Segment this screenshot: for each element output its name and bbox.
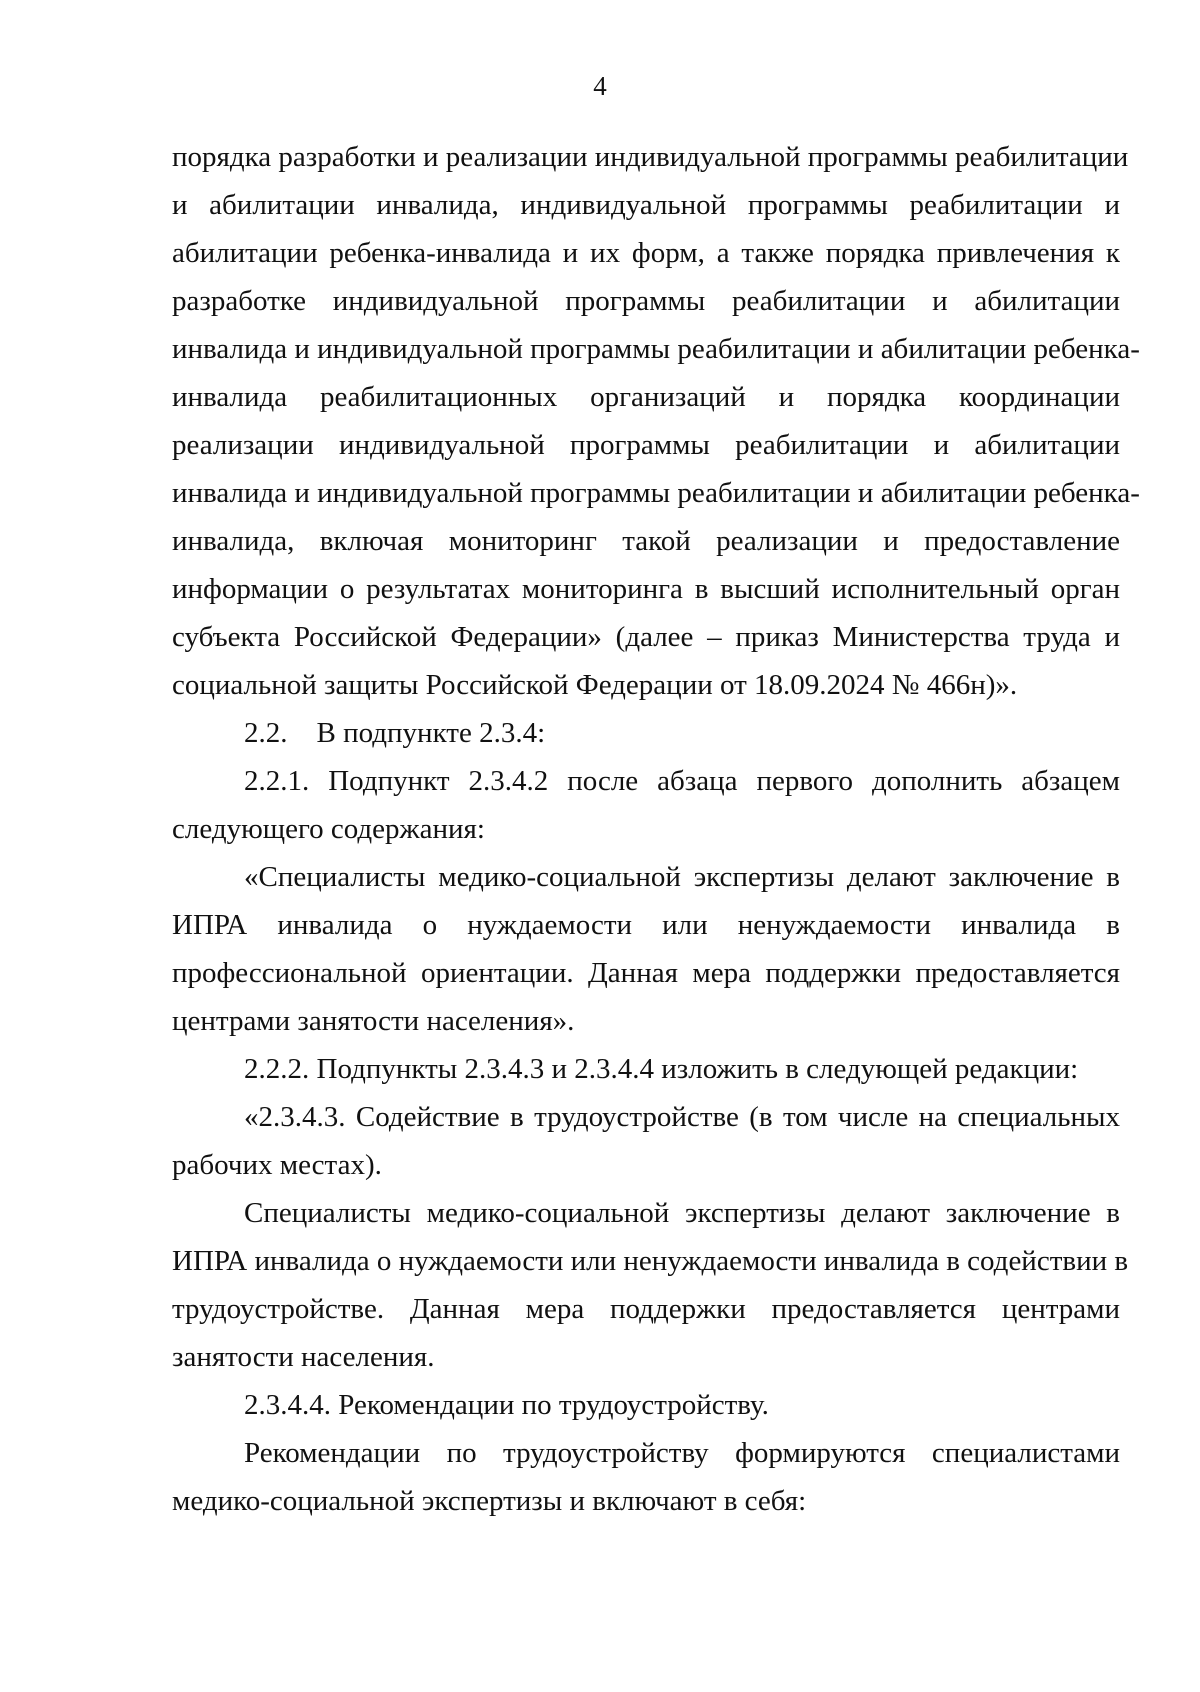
text-line: профессиональной ориентации. Данная мера поддержки предоставляется bbox=[172, 957, 1120, 989]
text-line: трудоустройстве. Данная мера поддержки предоставляется центрами bbox=[172, 1293, 1120, 1325]
text-line: инвалида и индивидуальной программы реабилитации и абилитации ребенка- bbox=[172, 477, 1140, 509]
text-line: ИПРА инвалида о нуждаемости или ненуждаемости инвалида в содействии в bbox=[172, 1245, 1129, 1277]
text-line: ИПРА инвалида о нуждаемости или ненуждаемости инвалида в bbox=[172, 909, 1120, 941]
text-line: 2.3.4.4. Рекомендации по трудоустройству. bbox=[244, 1389, 769, 1421]
text-line: 2.2. В подпункте 2.3.4: bbox=[244, 717, 546, 749]
text-line: порядка разработки и реализации индивидуальной программы реабилитации bbox=[172, 141, 1129, 173]
text-line: медико-социальной экспертизы и включают в себя: bbox=[172, 1485, 807, 1517]
text-line: 2.2.1. Подпункт 2.3.4.2 после абзаца первого дополнить абзацем bbox=[244, 765, 1120, 797]
text-line: Рекомендации по трудоустройству формируются специалистами bbox=[244, 1437, 1120, 1469]
page-number: 4 bbox=[593, 71, 607, 101]
text-line: и абилитации инвалида, индивидуальной программы реабилитации и bbox=[172, 189, 1120, 221]
text-line: инвалида, включая мониторинг такой реализации и предоставление bbox=[172, 525, 1120, 557]
text-line: 2.2.2. Подпункты 2.3.4.3 и 2.3.4.4 изложить в следующей редакции: bbox=[244, 1053, 1079, 1085]
text-line: «Специалисты медико-социальной экспертизы делают заключение в bbox=[244, 861, 1120, 893]
text-line: рабочих местах). bbox=[172, 1149, 382, 1181]
text-line: занятости населения. bbox=[172, 1341, 435, 1373]
text-line: инвалида реабилитационных организаций и порядка координации bbox=[172, 381, 1120, 413]
text-line: разработке индивидуальной программы реабилитации и абилитации bbox=[172, 285, 1120, 317]
document-body bbox=[172, 133, 1140, 1525]
text-line: абилитации ребенка-инвалида и их форм, а также порядка привлечения к bbox=[172, 237, 1120, 269]
text-line: реализации индивидуальной программы реабилитации и абилитации bbox=[172, 429, 1120, 461]
text-line: информации о результатах мониторинга в высший исполнительный орган bbox=[172, 573, 1120, 605]
text-line: Специалисты медико-социальной экспертизы делают заключение в bbox=[244, 1197, 1120, 1229]
text-line: инвалида и индивидуальной программы реабилитации и абилитации ребенка- bbox=[172, 333, 1140, 365]
text-line: социальной защиты Российской Федерации от 18.09.2024 № 466н)». bbox=[172, 669, 1018, 701]
text-line: центрами занятости населения». bbox=[172, 1005, 575, 1037]
text-line: субъекта Российской Федерации» (далее – приказ Министерства труда и bbox=[172, 621, 1120, 653]
text-line: «2.3.4.3. Содействие в трудоустройстве (в том числе на специальных bbox=[244, 1101, 1120, 1133]
text-line: следующего содержания: bbox=[172, 813, 485, 845]
